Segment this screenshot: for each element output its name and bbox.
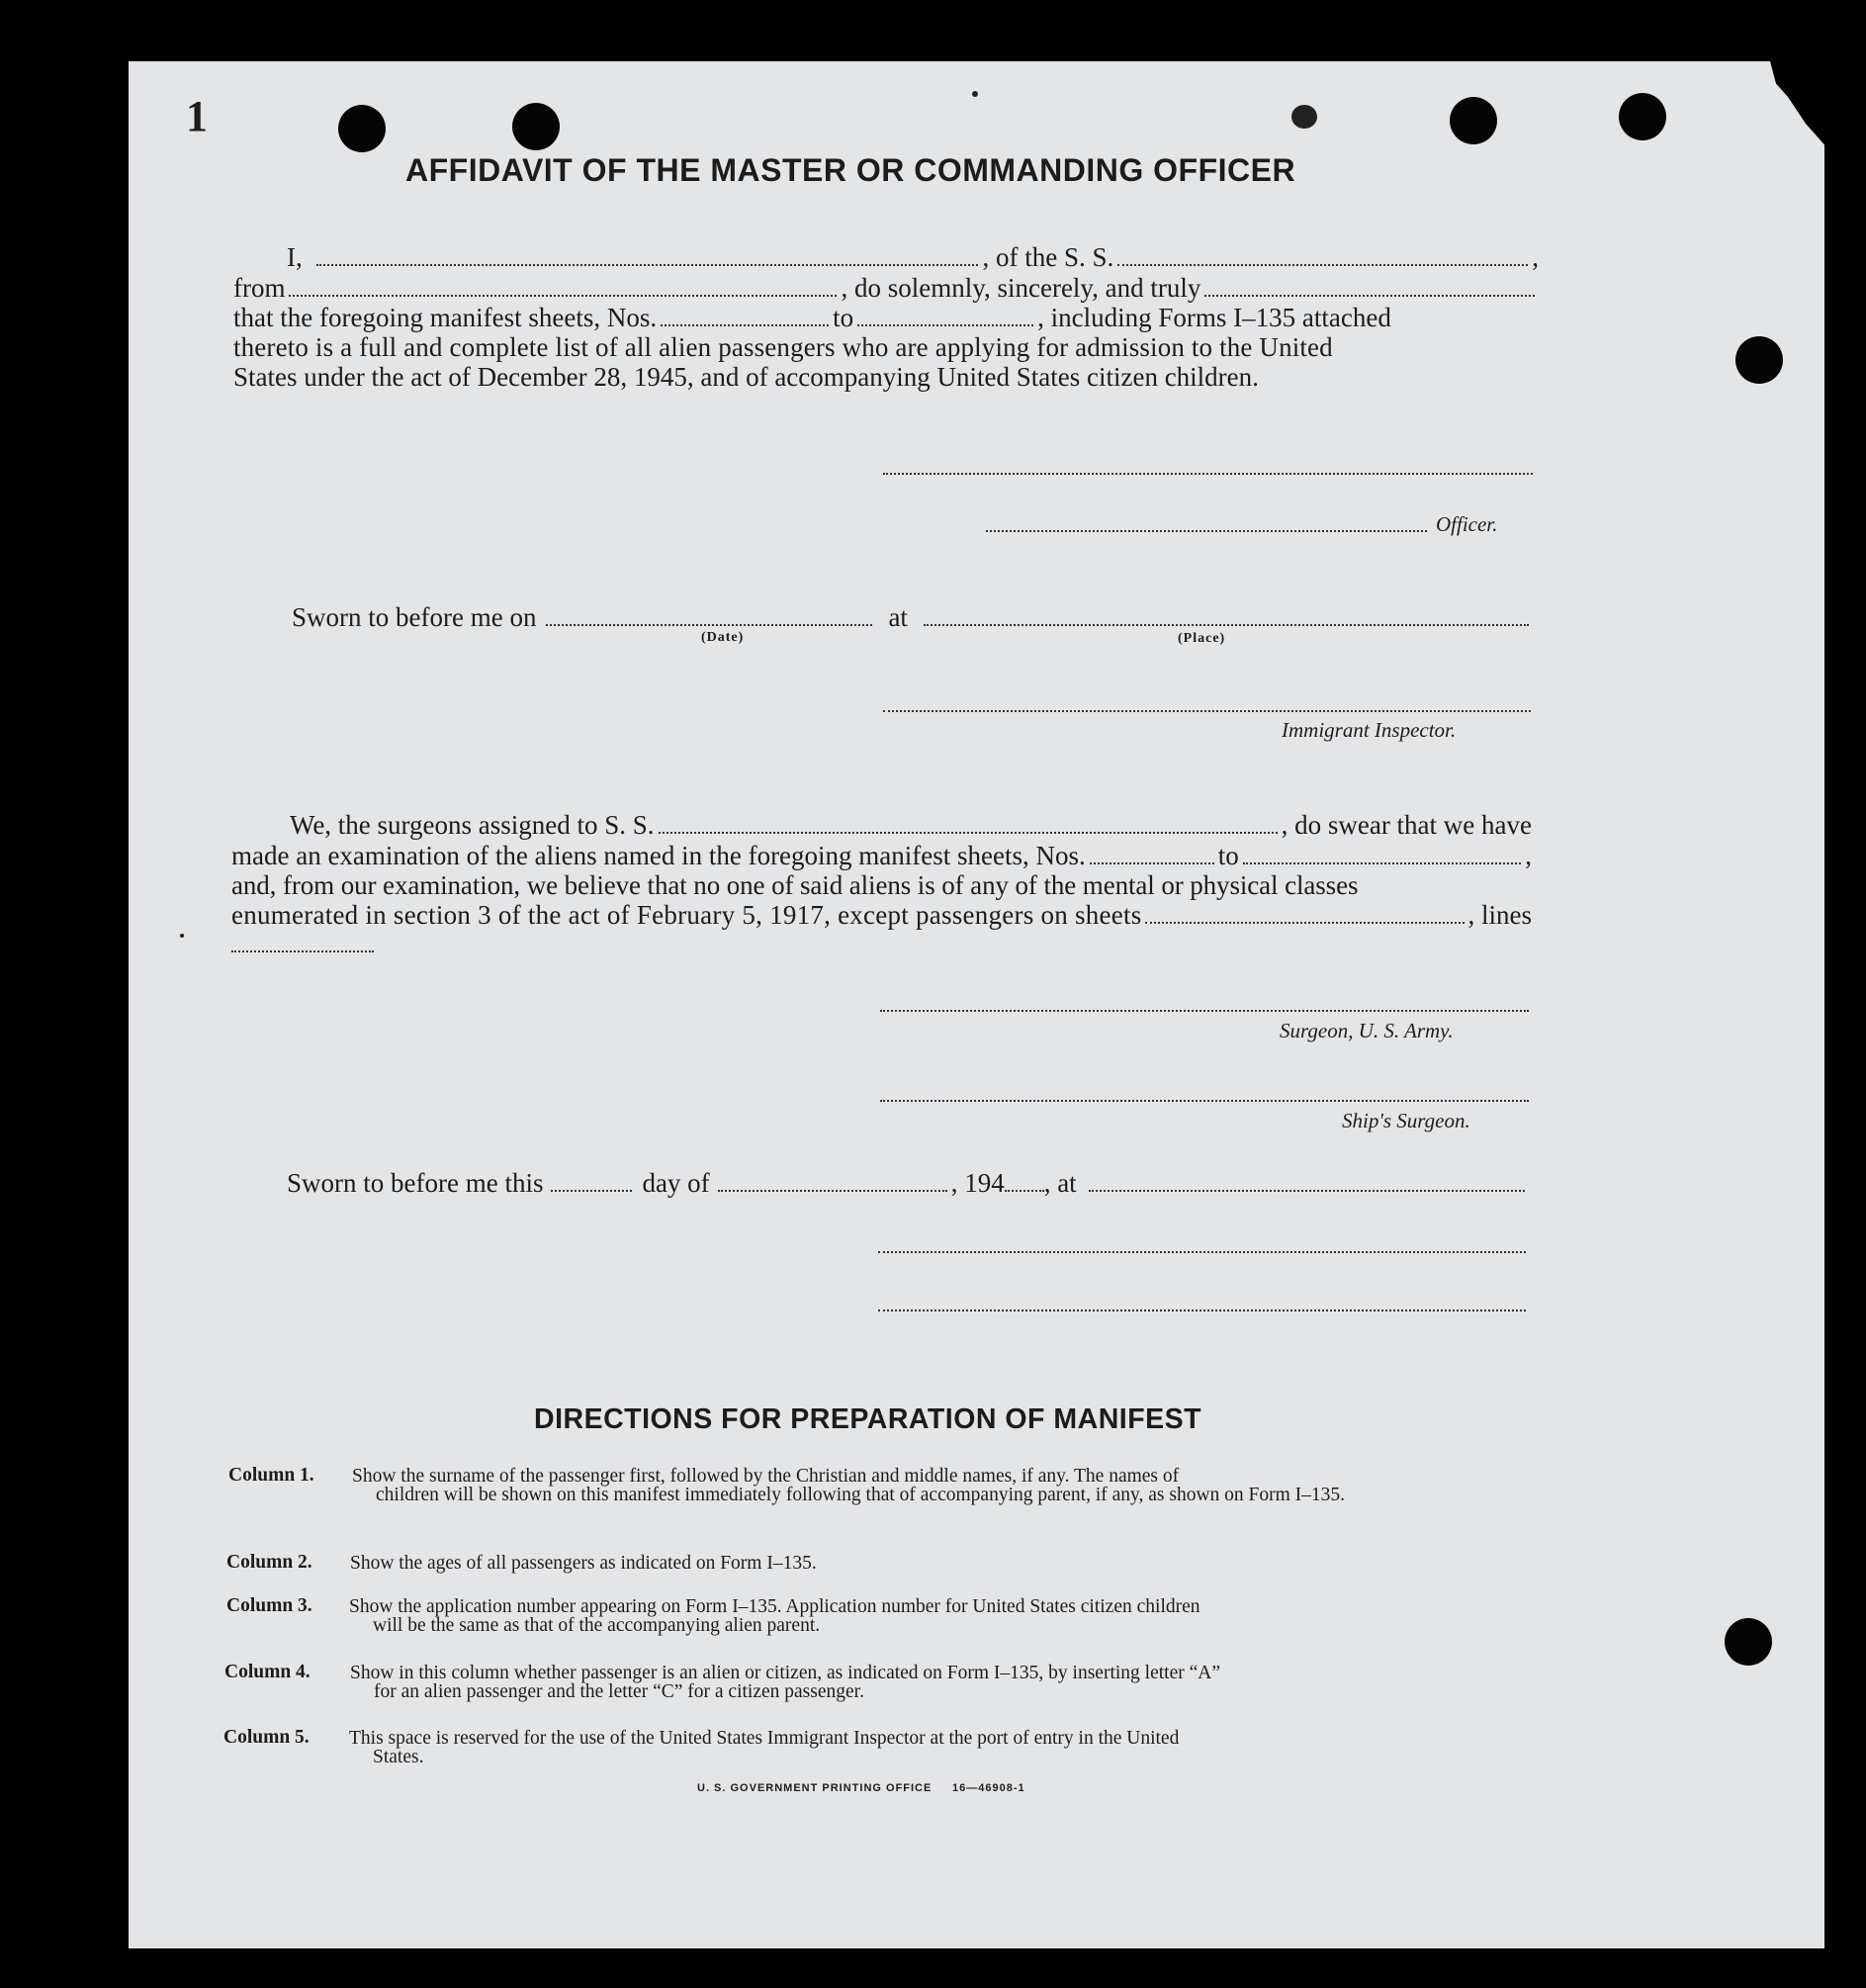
printer-imprint: U. S. GOVERNMENT PRINTING OFFICE	[697, 1782, 933, 1794]
surgeons-line-4	[231, 899, 1532, 931]
ship-surgeon-label: Ship's Surgeon.	[1342, 1109, 1470, 1132]
except-sheets-blank[interactable]	[1145, 922, 1464, 924]
text: to	[833, 303, 854, 332]
text: , of the S. S.	[982, 242, 1114, 272]
text: , lines	[1467, 900, 1532, 930]
text: States under the act of December 28, 1945, and of accompanying United States citizen children.	[233, 362, 1259, 392]
column-1-text-rest: children will be shown on this manifest immediately following that of accompanying parent, if any, as shown on Form I–135.	[376, 1485, 1346, 1505]
surgeon-sheet-from-blank[interactable]	[1090, 862, 1214, 864]
text: from	[233, 273, 286, 303]
place-caption: (Place)	[1178, 631, 1226, 646]
text: enumerated in section 3 of the act of February 5, 1917, except passengers on sheets	[231, 900, 1142, 930]
text: , at	[1043, 1168, 1077, 1198]
column-3-text-rest: will be the same as that of the accompanying alien parent.	[373, 1615, 821, 1636]
text: made an examination of the aliens named in the foregoing manifest sheets, Nos.	[231, 841, 1086, 870]
sworn-place-blank[interactable]	[924, 624, 1529, 626]
sworn-date-blank[interactable]	[546, 624, 872, 626]
master-signature-blank[interactable]	[883, 473, 1533, 475]
sheet-from-blank[interactable]	[661, 324, 829, 326]
except-lines-blank[interactable]	[231, 950, 374, 952]
affidavit-line-5	[233, 361, 1539, 393]
column-4-label: Column 4.	[224, 1662, 311, 1682]
oath-blank[interactable]	[1204, 295, 1535, 297]
text: , including Forms I–135 attached	[1037, 303, 1391, 332]
column-4-text-rest: for an alien passenger and the letter “C” for a citizen passenger.	[374, 1681, 864, 1702]
punch-hole	[1735, 336, 1783, 384]
column-5-text-first: This space is reserved for the use of the United States Immigrant Inspector at the port of entry in the United	[349, 1728, 1180, 1749]
sworn-title-blank[interactable]	[878, 1310, 1526, 1311]
punch-hole	[1725, 1618, 1772, 1666]
sworn-signature-blank[interactable]	[878, 1251, 1526, 1253]
page-title: AFFIDAVIT OF THE MASTER OR COMMANDING OFFICER	[405, 152, 1296, 188]
column-3-label: Column 3.	[226, 1595, 312, 1616]
column-2-label: Column 2.	[226, 1552, 312, 1573]
text: and, from our examination, we believe that no one of said aliens is of any of the mental or physical classes	[231, 870, 1359, 900]
form-code: 16—46908-1	[952, 1782, 1025, 1794]
column-2-text	[350, 1554, 1503, 1573]
surgeon-sheet-to-blank[interactable]	[1243, 862, 1521, 864]
affidavit-line-1	[287, 241, 1539, 273]
column-5-label: Column 5.	[223, 1727, 310, 1748]
text: I,	[287, 242, 303, 272]
corner-mark: 1	[186, 92, 208, 140]
from-blank[interactable]	[289, 295, 837, 297]
officer-title-blank[interactable]	[986, 530, 1427, 532]
army-surgeon-label: Surgeon, U. S. Army.	[1280, 1019, 1454, 1042]
text: , do solemnly, sincerely, and truly	[841, 273, 1201, 303]
column-5-text-rest: States.	[373, 1747, 424, 1767]
directions-title: DIRECTIONS FOR PREPARATION OF MANIFEST	[534, 1403, 1202, 1435]
column-1-text	[352, 1467, 1505, 1504]
speck	[1291, 105, 1317, 129]
text: that the foregoing manifest sheets, Nos.	[233, 303, 658, 332]
affidavit-line-3	[233, 302, 1539, 333]
column-4-text	[350, 1664, 1503, 1701]
sheet-to-blank[interactable]	[857, 324, 1033, 326]
column-1-text-first: Show the surname of the passenger first, followed by the Christian and middle names, if any. The names of	[352, 1466, 1180, 1487]
surgeon-ship-blank[interactable]	[659, 832, 1278, 834]
army-surgeon-signature-blank[interactable]	[880, 1010, 1529, 1012]
speck	[180, 934, 184, 938]
column-2-text-first: Show the ages of all passengers as indicated on Form I–135.	[350, 1553, 817, 1574]
surgeons-line-3	[231, 869, 1532, 901]
inspector-signature-blank[interactable]	[883, 710, 1531, 712]
punch-hole	[512, 103, 560, 150]
sworn-line-1	[292, 601, 1533, 633]
punch-hole	[1619, 93, 1666, 140]
text: Sworn to before me this	[287, 1168, 544, 1198]
date-caption: (Date)	[701, 630, 745, 645]
sworn-place-2-blank[interactable]	[1089, 1190, 1525, 1192]
speck	[972, 91, 978, 97]
sworn-day-blank[interactable]	[551, 1190, 632, 1192]
surgeons-line-1	[290, 809, 1532, 841]
column-3-text-first: Show the application number appearing on Form I–135. Application number for United States citizen children	[349, 1596, 1200, 1617]
punch-hole	[338, 105, 386, 152]
name-blank[interactable]	[316, 264, 979, 266]
text: , do swear that we have	[1281, 810, 1532, 840]
affidavit-line-2	[233, 272, 1539, 304]
text: to	[1217, 841, 1239, 870]
column-3-text	[349, 1597, 1502, 1635]
text: thereto is a full and complete list of all alien passengers who are applying for admission to the United	[233, 332, 1333, 362]
ship-surgeon-signature-blank[interactable]	[880, 1100, 1529, 1102]
sworn-month-blank[interactable]	[718, 1190, 947, 1192]
affidavit-line-4	[233, 331, 1539, 363]
column-5-text	[349, 1729, 1502, 1766]
inspector-label: Immigrant Inspector.	[1282, 718, 1457, 742]
ship-blank[interactable]	[1117, 264, 1528, 266]
sworn-line-2	[287, 1167, 1529, 1199]
text: ,	[1525, 841, 1532, 870]
sworn-year-blank[interactable]	[1005, 1190, 1044, 1192]
surgeons-line-2	[231, 840, 1532, 871]
text: Sworn to before me on	[292, 602, 537, 632]
text: We, the surgeons assigned to S. S.	[290, 810, 655, 840]
punch-hole	[1450, 97, 1497, 144]
text: ,	[1532, 242, 1539, 272]
officer-label: Officer.	[1436, 512, 1498, 536]
text: at	[888, 602, 908, 632]
text: , 194	[950, 1168, 1005, 1198]
text: day of	[642, 1168, 710, 1198]
column-4-text-first: Show in this column whether passenger is an alien or citizen, as indicated on Form I–135, by inserting letter “A”	[350, 1663, 1220, 1683]
column-1-label: Column 1.	[228, 1465, 314, 1486]
